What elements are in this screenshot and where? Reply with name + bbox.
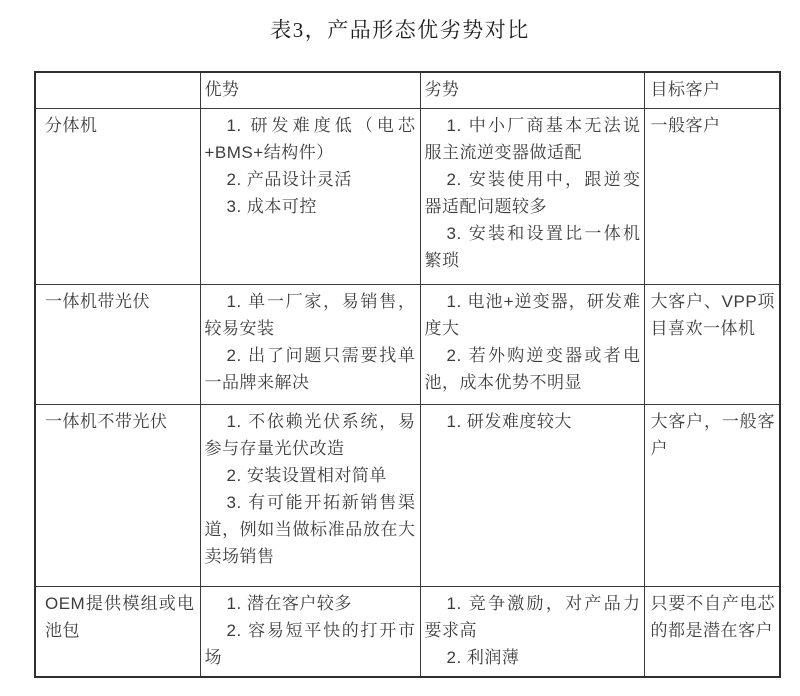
advantage-item: 2. 出了问题只需要找单一品牌来解决	[204, 346, 416, 392]
row-label-cell	[35, 109, 200, 285]
advantage-item: 1. 潜在客户较多	[226, 594, 352, 613]
disadvantage-item: 3. 安装和设置比一体机繁琐	[424, 224, 641, 270]
advantages-cell	[200, 405, 420, 587]
table-body	[35, 109, 780, 678]
disadvantages-cell	[420, 285, 644, 405]
row-label-cell	[35, 405, 200, 587]
row-label: 分体机	[45, 116, 98, 135]
row-label: OEM提供模组或电池包	[45, 594, 195, 640]
advantage-item: 1. 研发难度低（电芯+BMS+结构件）	[204, 116, 416, 162]
advantage-item: 2. 产品设计灵活	[226, 170, 352, 189]
disadvantages-cell	[420, 405, 644, 587]
target-customer-cell	[644, 405, 780, 587]
table-header	[35, 72, 780, 109]
table-row	[35, 109, 780, 285]
row-label-cell	[35, 285, 200, 405]
row-label: 一体机不带光伏	[45, 412, 168, 431]
col-header-advantages: 优势	[200, 72, 420, 109]
row-label: 一体机带光伏	[45, 292, 150, 311]
advantage-item: 2. 安装设置相对简单	[226, 466, 387, 485]
advantage-item: 1. 不依赖光伏系统，易参与存量光伏改造	[204, 412, 416, 458]
col-header-disadvantages: 劣势	[420, 72, 644, 109]
advantages-cell	[200, 285, 420, 405]
target-customer: 大客户、VPP项目喜欢一体机	[650, 292, 775, 338]
advantage-item: 3. 成本可控	[226, 197, 317, 216]
target-customer-cell	[644, 109, 780, 285]
target-customer-cell	[644, 285, 780, 405]
document-page	[0, 15, 800, 696]
disadvantage-item: 2. 利润薄	[446, 648, 520, 667]
advantages-cell	[200, 109, 420, 285]
advantage-item: 2. 容易短平快的打开市场	[204, 621, 416, 667]
table-row	[35, 587, 780, 678]
comparison-table	[34, 71, 781, 678]
disadvantage-item: 1. 电池+逆变器，研发难度大	[424, 292, 641, 338]
target-customer: 大客户，一般客户	[650, 412, 775, 458]
disadvantage-item: 2. 若外购逆变器或者电池，成本优势不明显	[424, 346, 641, 392]
target-customer-cell	[644, 587, 780, 678]
row-label-cell	[35, 587, 200, 678]
disadvantage-item: 2. 安装使用中，跟逆变器适配问题较多	[424, 170, 641, 216]
target-customer: 只要不自产电芯的都是潜在客户	[650, 594, 775, 640]
advantages-cell	[200, 587, 420, 678]
table-title: 表3，产品形态优劣势对比	[270, 18, 530, 42]
advantage-item: 1. 单一厂家，易销售，较易安装	[204, 292, 416, 338]
disadvantages-cell	[420, 109, 644, 285]
advantage-item: 3. 有可能开拓新销售渠道，例如当做标准品放在大卖场销售	[204, 493, 416, 566]
table-row	[35, 405, 780, 587]
table-row	[35, 285, 780, 405]
header-row	[35, 72, 780, 109]
disadvantage-item: 1. 中小厂商基本无法说服主流逆变器做适配	[424, 116, 641, 162]
disadvantages-cell	[420, 587, 644, 678]
target-customer: 一般客户	[650, 116, 721, 135]
col-header-blank	[35, 72, 200, 109]
disadvantage-item: 1. 研发难度较大	[446, 412, 572, 431]
disadvantage-item: 1. 竞争激励，对产品力要求高	[424, 594, 641, 640]
col-header-target-customer: 目标客户	[644, 72, 780, 109]
